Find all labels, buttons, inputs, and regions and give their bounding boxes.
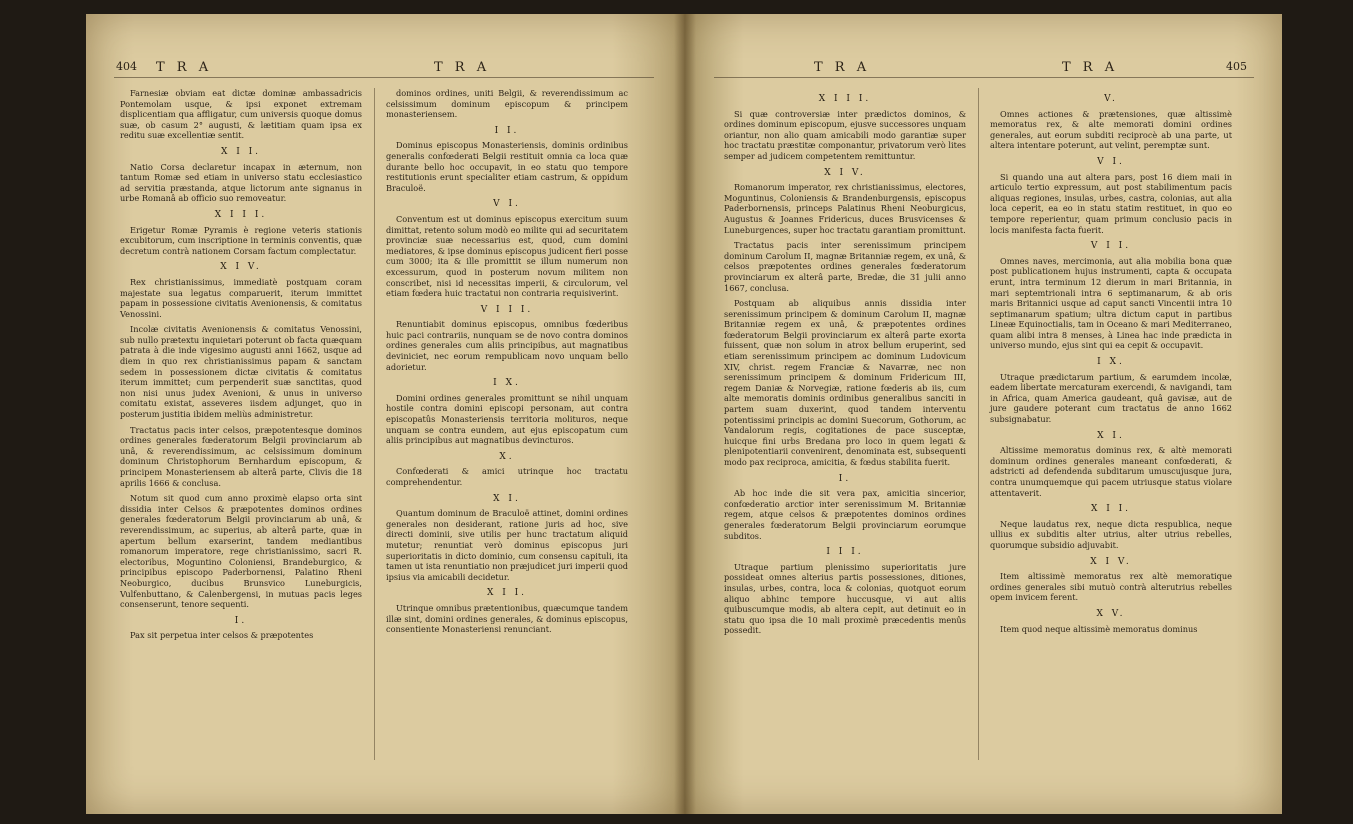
paragraph: Item quod neque altissimè memoratus dominus	[1000, 623, 1198, 634]
paragraph: Altissime memoratus dominus rex, & altè memorati dominum ordines generales maneant confœderati, & adstricti ad defendenda subditarum umuscujusque jura, contra unumquemque qui pacem utriusque status violare attentaverit.	[990, 445, 1232, 498]
running-head: T R A	[434, 60, 491, 75]
section-number: X I.	[493, 493, 521, 504]
paragraph: Utraque prædictarum partium, & earumdem incolæ, eadem libertate mercaturam exercendi, & navigandi, tam in Africa, quam America gaudeant, quâ gavisæ, aut de jure gaudere poterant cum tractatus de anno 1662 subsignabatur.	[990, 371, 1232, 425]
paragraph: Confœderati & amici utrinque hoc tractatu comprehendentur.	[386, 466, 628, 487]
section-number: X I.	[1097, 430, 1125, 441]
paragraph: Omnes actiones & prætensiones, quæ altissimè memoratus rex, & alte memorati domini ordines generales, aut eorum subditi reciprocè ab una parte, ut altera intentare poterunt, aut velint, peremptæ sunt.	[990, 108, 1232, 151]
running-head: T R A	[1062, 60, 1119, 75]
text-column	[120, 88, 362, 646]
paragraph: Dominus episcopus Monasteriensis, dominis ordinibus generalis confœderati Belgii restituit omnia ca loca quæ durante bello hoc occupavit, in eo statu quo tempore restitutionis erunt specialiter etiam castrum, & oppidum Braculoë.	[386, 140, 628, 193]
paragraph: Tractatus pacis inter serenissimum principem dominum Carolum II, magnæ Britanniæ regem, ex unâ, & celsos præpotentes ordines generales fœderatorum provinciarum ex alterâ parte, Bredæ, die 31 julii anno 1667, conclusa.	[724, 240, 966, 293]
paragraph: Utraque partium plenissimo superioritatis jure possideat omnes alterius partis possessiones, ditiones, insulas, urbes, contra, loca & colonias, quotquot eorum aliquo abhinc tempore huccusque, vi aut aliis quibuscumque modis, ab altera cepit, aut detinuit eo in statu quo ipsa die 10 mali proximè præcedentis menûs possedit.	[724, 561, 966, 636]
paragraph: Tractatus pacis inter celsos, præpotentesque dominos ordines generales fœderatorum Belgii provinciarum ab unâ, & reverendissimum, ac celsissimum dominum dominum Christophorum Bernhardum episcopum, & principem Monasteriensem ab alterâ parte, Clivis die 18 aprilis 1666 & conclusa.	[120, 424, 362, 488]
page-number: 405	[1226, 60, 1247, 73]
section-number: X I I.	[220, 146, 262, 157]
running-head: T R A	[814, 60, 871, 75]
page-number: 404	[116, 60, 137, 73]
section-number: X I V.	[1090, 556, 1132, 567]
paragraph: Erigetur Romæ Pyramis è regione veteris stationis excubitorum, cum inscriptione in terminis conventis, quæ decretum contrà nationem Corsam factum complectatur.	[120, 224, 362, 256]
header-rule	[714, 77, 1254, 78]
paragraph: Postquam ab aliquibus annis dissidia inter serenissimum principem & dominum Carolum II, magnæ Britanniæ regem ex unâ, & præpotentes ordines fœderatorum Belgii provinciarum ex alterâ parte exorta fuissent, quæ non solum in atrox bellum eruperint, sed etiam serenissimum principem ac dominum Ludovicum XIV, christ. regem Franciæ & Navarræ, nec non serenissimum principem & dominum Fridericum III, regem Daniæ & Norvegiæ, ratione fœderis ab iis, cum alte memoratis dominis ordinibus generalibus sanciti in partem suam duxerint, quod tandem interventu potentissimi principis ac domini Suecorum, Gothorum, ac Vandalorum regis, cogitationes de pace susceptæ, huicque fini urbs Bredana pro loco in quem legati & plenipotentiarii convenirent, denominata est, subsequenti modo pax reciproca, amicitia, & fœdus stabilita fuerit.	[724, 298, 966, 467]
text-column	[724, 88, 966, 641]
paragraph: Domini ordines generales promittunt se nihil unquam hostile contra domini episcopi personam, aut contra episcopatûs Monasteriensis territoria molituros, neque unquam se contra eundem, aut ejus episcopatum cum aliis principibus aut magnatibus devincturos.	[386, 392, 628, 446]
column-rule	[374, 88, 375, 760]
column-rule	[978, 88, 979, 760]
paragraph: Si quando una aut altera pars, post 16 diem maii in articulo tertio expressum, aut post stabilimentum pacis aliquas regiones, insulas, urbes, castra, colonias, aut alia loca ceperit, ea eo in statu statim restituet, in quo eo tempore reperientur, quam primum conclusio pacis in locis manifesta facta fuerit.	[990, 171, 1232, 235]
paragraph: Ab hoc inde die sit vera pax, amicitia sincerior, confœderatio arctior inter serenissimum M. Britanniæ regem, atque celsos & præpotentes dominos ordines generales fœderatorum Belgii provinciarum eorumque subditos.	[724, 488, 966, 541]
text-column	[386, 88, 628, 640]
paragraph: Quantum dominum de Braculoë attinet, domini ordines generales non desiderant, ratione juris ad hoc, sive directi dominii, sive utilis per hunc tractatum aliquid mutetur; renuntiat verò dominus episcopus juri superioritatis in dicto dominio, cum consensu capituli, ita tamen ut ista renuntiatio non præjudicet juri imperii quod ipsius via amicabili decidetur.	[386, 508, 629, 582]
section-number: I X.	[1097, 357, 1125, 368]
section-number: V I I I.	[480, 304, 534, 315]
section-number: X I I.	[486, 588, 528, 599]
section-number: V I.	[1097, 156, 1125, 167]
section-number: X I V.	[824, 167, 866, 178]
running-head: T R A	[156, 60, 213, 75]
paragraph: Farnesiæ obviam eat dictæ dominæ ambassadricis Pontemolam usque, & ipsi exponet extremam displicentiam qua affligatur, cum universis quoque domus suæ, ob casum 2° augusti, & lætitiam quam ipsa ex reditu suæ excellentiæ sentit.	[120, 88, 362, 141]
paragraph: dominos ordines, uniti Belgii, & reverendissimum ac celsissimum dominum episcopum & principem monasteriensem.	[386, 88, 628, 120]
section-number: X.	[499, 451, 515, 462]
paragraph: Omnes naves, mercimonia, aut alia mobilia bona quæ post publicationem hujus instrumenti, capta & occupata erunt, intra terminum 12 dierum in mari Britannia, in mari septemtrionali intra 6 septimanarum, & ab oris maris Britannici usque ad caput sancti Vincentii intra 10 septimanarum spatium; ultra dictum caput in partibus Lineæ Equinoctialis, tam in Oceano & mari Mediterraneo, quam alibi intra 8 menses, à Linea hac inde prædicta in universo mundo, ejus sint qui ea cepit & occupavit.	[990, 255, 1232, 351]
paragraph: Conventum est ut dominus episcopus exercitum suum dimittat, retento solum modò eo milite qui ad securitatem provinciæ suæ necessarius est, quod, cum domini mediatores, & ipse dominus episcopus judicent fieri posse cum 3000; ita & ille promittit se illum numerum non excessurum, quod in posterum novum militem non conscribet, nisi id necessitas imperii, & circulorum, vel etiam fœdera huic tractatui non contraria requisiverint.	[386, 213, 628, 299]
section-number: I I.	[494, 125, 520, 136]
paragraph: Pax sit perpetua inter celsos & præpotentes	[130, 630, 314, 641]
book-gutter	[674, 14, 696, 814]
paragraph: Rex christianissimus, immediatè postquam coram majestate sua legatus comparuerit, iterum immittet papam in possessione civitatis Avenionensis, & comitatus Venossini.	[120, 276, 362, 319]
section-number: I X.	[493, 378, 521, 389]
book-spread	[86, 14, 1282, 814]
section-number: X I I.	[1090, 504, 1132, 515]
section-number: I.	[234, 615, 248, 626]
section-number: X V.	[1096, 608, 1126, 619]
section-number: V.	[1104, 94, 1118, 104]
paragraph: Natio Corsa declaretur incapax in æternum, non tantum Romæ sed etiam in universo statu ecclesiastico ad servitia præstanda, atque lictorum ante signanus in urbe Romanâ ab officio suo removeatur.	[120, 161, 362, 204]
paragraph: Neque laudatus rex, neque dicta respublica, neque ullius ex subditis alter utrius, alter utrius rebelles, quorumque subsidio adjuvabit.	[990, 518, 1232, 550]
paragraph: Item altissimè memoratus rex altè memoratique ordines generales sibi mutuò contrà alterutrius rebelles opem invicem ferent.	[990, 571, 1232, 603]
text-column	[990, 88, 1232, 639]
paragraph: Notum sit quod cum anno proximè elapso orta sint dissidia inter Celsos & præpotentes dominos ordines generales fœderatorum Belgii provinciarum ab unâ, & reverendissimum, ac superius, ab alterâ parte, quæ in apertum bellum exarserint, tandem mediantibus romanorum imperatore, rege christianissimo, sacri R. electoribus, Moguntino Coloniensi, Brandeburgico, & principibus episcopo Paderbornensi, Palatino Rheni Neoburgico, ducibus Brunsvico Luneburgicis, Vulfenbuttano, & Calenbergensi, in mutuas pacis leges consenserunt, tenore sequenti.	[120, 493, 362, 610]
section-number: X I I I.	[818, 94, 872, 104]
section-number: V I.	[493, 199, 521, 210]
paragraph: Renuntiabit dominus episcopus, omnibus fœderibus huic paci contrariis, nunquam se de novo contra dominos ordines generales cum aliis principibus, aut magnatibus deviniciet, nec eorum rempublicam novo unquam bello adorietur.	[386, 319, 628, 372]
section-number: V I I.	[1090, 241, 1132, 252]
right-page	[684, 14, 1282, 814]
section-number: I.	[838, 473, 852, 484]
section-number: X I I I.	[214, 209, 268, 220]
paragraph: Si quæ controversiæ inter prædictos dominos, & ordines dominum episcopum, ejusve successores unquam oriantur, non alio quam amicabili modo garantiæ super hoc tractatu præstitæ componantur, privatorum verò lites semper ad judicem competentem remittuntur.	[724, 108, 966, 161]
left-page	[86, 14, 684, 814]
section-number: X I V.	[220, 262, 262, 273]
section-number: I I I.	[826, 547, 864, 558]
header-rule	[114, 77, 654, 78]
paragraph: Utrinque omnibus prætentionibus, quæcumque tandem illæ sint, domini ordines generales, & dominus episcopus, consentiente Monasteriensi renunciant.	[386, 602, 628, 635]
paragraph: Incolæ civitatis Avenionensis & comitatus Venossini, sub nullo prætextu inquietari poterunt ob facta quæquam patrata à die inde vigesimo augusti anni 1662, usque ad diem in quo rex christianissimus papam & sanctam sedem in possessionem dictæ civitatis & comitatus iterum immittet; cum perpenderit suæ sanctitas, quod non nisi unus judex Avenioni, & unus in universo comitatu existat, asseveres iisdem adjunget, quo in posterum justitia ibidem meliùs administretur.	[120, 324, 362, 420]
paragraph: Romanorum imperator, rex christianissimus, electores, Moguntinus, Coloniensis & Brandenburgensis, episcopus Paderbornensis, princeps Palatinus Rheni Neoburgicus, Augustus & Joannes Fridericus, duces Brusvicenses & Luneburgences, super hoc tractatu garantiam promittunt.	[724, 182, 966, 235]
